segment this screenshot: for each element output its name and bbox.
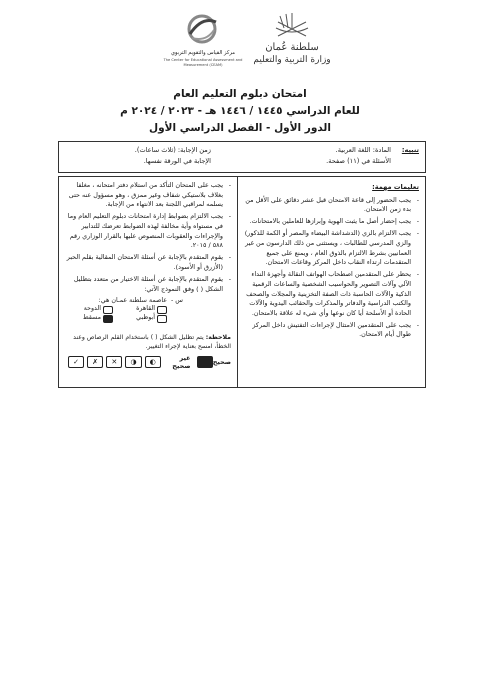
- center-name-ar: مركز القياس والتقويم التربوي: [171, 50, 235, 56]
- instruction-item: - يجب الحضور إلى قاعة الامتحان قبل عشر دقائق على الأقل من بدء زمن الامتحان.: [243, 196, 419, 215]
- mark-icon: ✕: [106, 356, 122, 368]
- notice-pages: الأسئلة في (١١) صفحة.: [326, 157, 391, 165]
- center-name-en: The Center for Educational Assessment and Measurement (CEAM): [163, 58, 243, 67]
- instructions-right-column: [243, 183, 419, 387]
- instruction-item: - يجب على المتحان التأكد من استلام دفتر امتحانه ، مغلفا بغلاف بلاستيكي شفاف وغير ممزق ، وهو مسؤول عنه حتى يسلمه لمراقبي اللجنة بعد الانتهاء من الإجابة.: [65, 181, 231, 210]
- notice-answer-in-paper: الإجابة في الورقة نفسها.: [143, 157, 211, 165]
- exam-session: الدور الأول - الفصل الدراسي الأول: [149, 122, 331, 134]
- exam-title: امتحان دبلوم التعليم العام: [173, 88, 307, 100]
- instructions-left-column: [65, 181, 231, 387]
- option-label: القاهرة: [136, 304, 155, 312]
- sample-question-text: عاصمة سلطنة عمـان هي:: [98, 296, 167, 304]
- instruction-item: - يجب على المتقدمين الامتثال لإجراءات التفتيش داخل المركز طوال أيام الامتحان.: [243, 321, 419, 340]
- instruction-item: - يجب إحضار أصل ما يثبت الهوية وإبرازها للعاملين بالامتحانات.: [243, 217, 419, 227]
- notice-subject: المادة: اللغة العربية.: [335, 146, 391, 154]
- notice-label: تنبيه:: [401, 146, 419, 154]
- sample-question-label: س -: [171, 296, 183, 304]
- academic-year: للعام الدراسي ١٤٤٥ / ١٤٤٦ هـ - ٢٠٢٣ / ٢٠٢٤ م: [120, 105, 360, 117]
- mark-icon: ✗: [87, 356, 103, 368]
- option-bubble: [157, 306, 167, 314]
- notice-box: [58, 141, 426, 173]
- sample-question: [65, 297, 231, 333]
- option-bubble: [103, 306, 113, 314]
- ceam-swirl-icon: [182, 12, 222, 46]
- column-divider: [237, 177, 238, 387]
- correct-mark-icon: [197, 356, 213, 368]
- note-label: ملاحظة:: [205, 333, 231, 341]
- option-label: مسقط: [82, 313, 101, 321]
- instruction-item: - يحظر على المتقدمين اصطحاب الهواتف النقالة وأجهزة النداء الآلي وآلات التصوير والحواسيب الشخصية والساعات الرقمية الذكية والآلات الحاسبة ذات الصفة التخزينية والمجلات والصحف والكتب الدراسية والدفاتر والمذكرات والحقائب اليدوية والآلات الحادة أو الأسلحة أيا كان نوعها وأي شيء له علاقة بالامتحان.: [243, 270, 419, 318]
- option-label: أبوظبي: [136, 313, 155, 321]
- svg-text:سلطنة عُمان: سلطنة عُمان: [265, 42, 319, 53]
- marking-example: [65, 354, 231, 370]
- instructions-heading: تعليمات مهمة:: [372, 183, 419, 191]
- mark-icon: ✓: [68, 356, 84, 368]
- incorrect-label: غير صحيح: [172, 354, 191, 371]
- mark-icon: ◐: [145, 356, 161, 368]
- oman-emblem-icon: [253, 10, 331, 66]
- sample-note: [65, 333, 231, 352]
- correct-label: صحيح: [212, 358, 232, 367]
- option-label: الدوحة: [83, 304, 101, 312]
- instruction-item: - يجب الالتزام بالزي (الدشداشة البيضاء والمصر أو الكمة للذكور) والزي المدرسي للطالبات ، ويستثنى من ذلك الدارسون من غير العمانيين بشرط الالتزام بالذوق العام ، ويمنع على جميع المتقدمات ارتداء النقاب داخل المركز وقاعات الامتحان.: [243, 229, 419, 267]
- instruction-item: - يجب الالتزام بضوابط إدارة امتحانات دبلوم التعليم العام وما في مستواه وأية مخالفة لهذه الضوابط تعرضك للتدابير والإجراءات والعقوبات المنصوص عليها بالقرار الوزاري رقم ٥٨٨ / ٢٠١٥.: [65, 212, 231, 250]
- notice-time: زمن الإجابة: (ثلاث ساعات).: [134, 146, 211, 154]
- instruction-item: - يقوم المتقدم بالإجابة عن أسئلة الاختيار من متعدد بتظليل الشكل ( ) وفق النموذج الآتي:: [65, 275, 231, 294]
- instructions-box: [58, 176, 426, 388]
- svg-text:وزارة التربية والتعليم: وزارة التربية والتعليم: [253, 55, 331, 65]
- ministry-logo: [253, 10, 331, 66]
- instruction-item: - يقوم المتقدم بالإجابة عن أسئلة الامتحان المقالية بقلم الحبر (الأزرق أو الأسود).: [65, 253, 231, 272]
- mark-icon: ◑: [125, 356, 141, 368]
- option-bubble-filled: [103, 315, 113, 323]
- center-logo: [158, 12, 248, 74]
- option-bubble: [157, 315, 167, 323]
- note-text: يتم تظليل الشكل ( ) باستخدام القلم الرصاص وعند الخطأ، امسح بعناية لإجراء التغيير.: [73, 333, 231, 350]
